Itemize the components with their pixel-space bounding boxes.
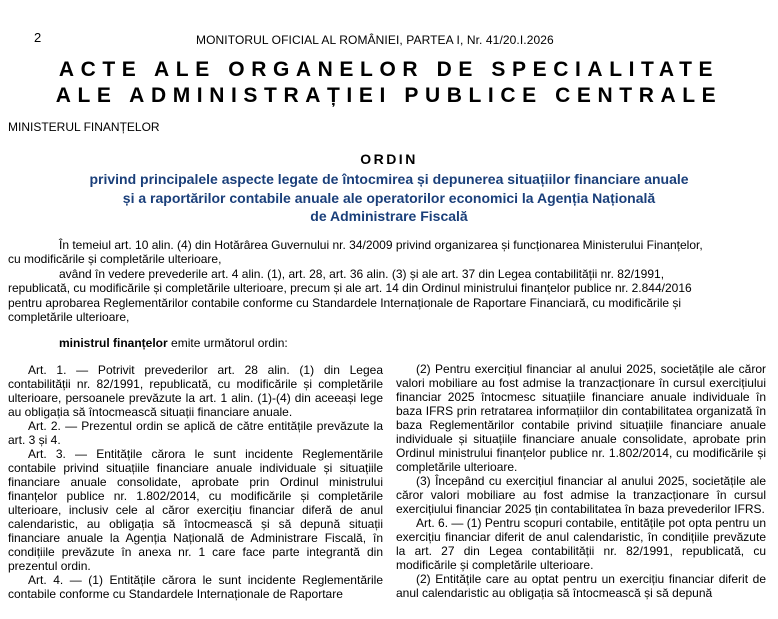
running-head: MONITORUL OFICIAL AL ROMÂNIEI, PARTEA I, Nr. 41/20.I.2026 xyxy=(196,33,554,47)
order-subtitle-line-3: de Administrare Fiscală xyxy=(310,208,468,224)
section-title-line-1: ACTE ALE ORGANELOR DE SPECIALITATE xyxy=(58,58,720,81)
preamble-line: republicată, cu modificările și completările ulterioare, precum și ale art. 14 din Ordinul ministrului finanțelor publice nr. 2.844/2016 xyxy=(8,281,692,295)
order-subtitle-line-1: privind principalele aspecte legate de întocmirea și depunerea situațiilor financiare anuale xyxy=(89,171,689,187)
left-column xyxy=(8,363,383,601)
page-number: 2 xyxy=(34,30,42,45)
preamble-line: pentru aprobarea Reglementărilor contabile conforme cu Standardele Internaționale de Raportare Financiară, cu modificările și xyxy=(8,296,682,310)
issuing-clause xyxy=(59,336,288,350)
article-paragraph: (2) Pentru exercițiul financiar al anului 2025, societățile ale căror valori mobiliare au fost admise la tranzacționare în cursul exercițiului financiar 2025 întocmesc situațiile financiare anuale individuale în baza IFRS prin retratarea informațiilor din contabilitatea organizată în baza Reglementărilor contabile privind situațiile financiare anuale individuale și situațiile financiare anuale consolidate, aprobate prin Ordinul ministrului finanțelor publice nr. 1.802/2014, cu modificările și completările ulterioare. xyxy=(396,362,766,474)
article-paragraph: Art. 3. — Entitățile cărora le sunt incidente Reglementările contabile privind situațiile financiare anuale individuale și situațiile financiare anuale consolidate, aprobate prin Ordinul ministrului finanțelor publice nr. 1.802/2014, cu modificările și completările ulterioare, inclusiv cele al căror exercițiu financiar diferă de anul calendaristic, au obligația să întocmească și să depună situații financiare anuale la Agenția Națională de Administrare Fiscală, în condițiile prevăzute în anexa nr. 1 care face parte integrantă din prezentul ordin. xyxy=(8,447,383,573)
article-paragraph: Art. 4. — (1) Entitățile cărora le sunt incidente Reglementările contabile conforme cu Standardele Internaționale de Raportare xyxy=(8,573,383,601)
article-paragraph: Art. 2. — Prezentul ordin se aplică de către entitățile prevăzute la art. 3 și 4. xyxy=(8,419,383,447)
order-subtitle-line-2: și a raportărilor contabile anuale ale operatorilor economici la Agenția Națională xyxy=(122,190,656,206)
article-paragraph: (3) Începând cu exercițiul financiar al anului 2025, societățile ale căror valori mobiliare au fost admise la tranzacționare în cursul exercițiului financiar 2025 țin contabilitatea în baza prevederilor IFRS. xyxy=(396,474,766,516)
preamble-line: având în vedere prevederile art. 4 alin. (1), art. 28, art. 36 alin. (3) și ale art. 37 din Legea contabilității nr. 82/1991, xyxy=(59,267,665,281)
preamble-line: În temeiul art. 10 alin. (4) din Hotărârea Guvernului nr. 34/2009 privind organizarea și funcționarea Ministerului Finanțelor, xyxy=(59,238,703,252)
article-paragraph: Art. 6. — (1) Pentru scopuri contabile, entitățile pot opta pentru un exercițiu financiar diferit de anul calendaristic, în condițiile prevăzute la art. 27 din Legea contabilității nr. 82/1991, republicată, cu modificările și completările ulterioare. xyxy=(396,516,766,572)
preamble-line: cu modificările și completările ulterioare, xyxy=(8,252,222,266)
order-title: ORDIN xyxy=(360,151,418,167)
issuer-name: ministrul finanțelor xyxy=(59,336,168,350)
issuer-text: emite următorul ordin: xyxy=(167,336,288,350)
article-paragraph: (2) Entitățile care au optat pentru un exercițiu financiar diferit de anul calendaristic au obligația să întocmească și să depună xyxy=(396,572,766,600)
preamble-line: completările ulterioare, xyxy=(8,310,130,324)
article-paragraph: Art. 1. — Potrivit prevederilor art. 28 alin. (1) din Legea contabilității nr. 82/1991, republicată, cu modificările și completările ulterioare, persoanele prevăzute la art. 1 alin. (1)-(4) din aceeași lege au obligația să întocmească situații financiare anuale. xyxy=(8,363,383,419)
ministry-name: MINISTERUL FINANȚELOR xyxy=(8,120,160,134)
section-title-line-2: ALE ADMINISTRAȚIEI PUBLICE CENTRALE xyxy=(55,84,723,107)
right-column xyxy=(396,362,766,600)
